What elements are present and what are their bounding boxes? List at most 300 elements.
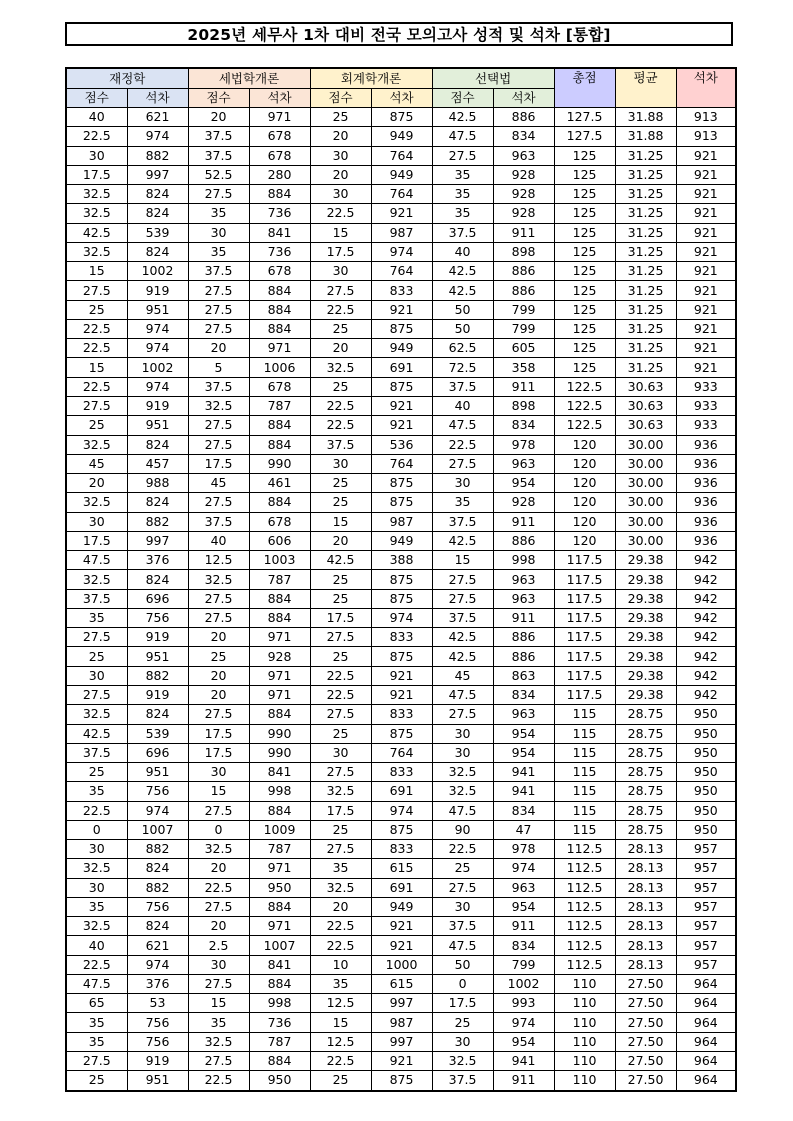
rank-cell: 957 [676, 840, 736, 859]
average-cell: 27.50 [615, 994, 676, 1013]
accounting-rank-cell: 949 [371, 165, 432, 184]
table-row [66, 820, 736, 839]
tax-law-score-cell: 17.5 [188, 743, 249, 762]
elective-rank-cell: 963 [493, 878, 554, 897]
tax-law-rank-cell: 928 [249, 647, 310, 666]
total-cell: 120 [554, 531, 615, 550]
finance-rank-cell: 882 [127, 666, 188, 685]
accounting-rank-cell: 875 [371, 724, 432, 743]
tax-law-rank-cell: 884 [249, 300, 310, 319]
rank-cell: 950 [676, 763, 736, 782]
rank-cell: 964 [676, 1032, 736, 1051]
elective-rank-cell: 941 [493, 1052, 554, 1071]
accounting-score-cell: 25 [310, 108, 371, 127]
finance-score-cell: 32.5 [66, 570, 127, 589]
tax-law-rank-cell: 884 [249, 801, 310, 820]
total-cell: 110 [554, 1013, 615, 1032]
total-cell: 110 [554, 1071, 615, 1091]
tax-law-score-cell: 5 [188, 358, 249, 377]
tax-law-score-cell: 27.5 [188, 589, 249, 608]
rank-cell: 964 [676, 1013, 736, 1032]
finance-rank-cell: 824 [127, 204, 188, 223]
finance-score-cell: 42.5 [66, 223, 127, 242]
group-header-elective: 선택법 [432, 68, 554, 89]
rank-cell: 957 [676, 859, 736, 878]
table-row [66, 570, 736, 589]
tax-law-score-cell: 2.5 [188, 936, 249, 955]
average-cell: 28.75 [615, 743, 676, 762]
average-cell: 30.00 [615, 435, 676, 454]
accounting-score-cell: 15 [310, 512, 371, 531]
finance-rank-cell: 621 [127, 108, 188, 127]
elective-score-cell: 47.5 [432, 127, 493, 146]
elective-rank-cell: 954 [493, 474, 554, 493]
tax-law-rank-cell: 884 [249, 589, 310, 608]
total-cell: 112.5 [554, 955, 615, 974]
accounting-score-cell: 27.5 [310, 628, 371, 647]
rank-cell: 942 [676, 685, 736, 704]
elective-score-cell: 47.5 [432, 416, 493, 435]
elective-score-cell: 35 [432, 204, 493, 223]
finance-score-cell: 30 [66, 666, 127, 685]
average-cell: 29.38 [615, 647, 676, 666]
elective-rank-cell: 928 [493, 165, 554, 184]
finance-score-cell: 32.5 [66, 204, 127, 223]
rank-cell: 964 [676, 1052, 736, 1071]
average-cell: 27.50 [615, 1071, 676, 1091]
rank-cell: 942 [676, 589, 736, 608]
table-row [66, 531, 736, 550]
average-cell: 30.63 [615, 416, 676, 435]
rank-cell: 921 [676, 262, 736, 281]
accounting-score-cell: 42.5 [310, 551, 371, 570]
finance-rank-cell: 824 [127, 185, 188, 204]
elective-rank-cell: 954 [493, 724, 554, 743]
elective-score-cell: 47.5 [432, 685, 493, 704]
elective-rank-cell: 863 [493, 666, 554, 685]
average-cell: 31.88 [615, 108, 676, 127]
finance-rank-cell: 1002 [127, 262, 188, 281]
average-cell: 28.13 [615, 840, 676, 859]
elective-rank-cell: 963 [493, 570, 554, 589]
accounting-score-cell: 17.5 [310, 242, 371, 261]
total-cell: 117.5 [554, 647, 615, 666]
elective-rank-cell: 978 [493, 435, 554, 454]
tax-law-score-cell: 35 [188, 242, 249, 261]
finance-rank-cell: 457 [127, 454, 188, 473]
finance-rank-cell: 756 [127, 1032, 188, 1051]
total-cell: 112.5 [554, 878, 615, 897]
rank-cell: 950 [676, 724, 736, 743]
finance-rank-cell: 951 [127, 763, 188, 782]
elective-score-cell: 32.5 [432, 782, 493, 801]
accounting-rank-cell: 987 [371, 512, 432, 531]
finance-rank-cell: 756 [127, 782, 188, 801]
finance-score-cell: 25 [66, 763, 127, 782]
elective-rank-cell: 954 [493, 897, 554, 916]
total-cell: 122.5 [554, 377, 615, 396]
elective-rank-cell: 993 [493, 994, 554, 1013]
total-cell: 110 [554, 994, 615, 1013]
total-cell: 117.5 [554, 589, 615, 608]
rank-cell: 921 [676, 223, 736, 242]
finance-rank-cell: 974 [127, 955, 188, 974]
tax-law-rank-cell: 971 [249, 859, 310, 878]
accounting-rank-cell: 764 [371, 146, 432, 165]
tax-law-score-cell: 27.5 [188, 435, 249, 454]
rank-cell: 957 [676, 955, 736, 974]
elective-score-cell: 25 [432, 1013, 493, 1032]
table-row [66, 242, 736, 261]
tax-law-score-cell: 0 [188, 820, 249, 839]
accounting-rank-cell: 833 [371, 705, 432, 724]
finance-score-cell: 22.5 [66, 339, 127, 358]
accounting-rank-cell: 875 [371, 108, 432, 127]
tax-law-rank-cell: 884 [249, 416, 310, 435]
accounting-score-cell: 25 [310, 820, 371, 839]
average-cell: 29.38 [615, 666, 676, 685]
total-cell: 110 [554, 1032, 615, 1051]
rank-cell: 942 [676, 570, 736, 589]
total-cell: 117.5 [554, 570, 615, 589]
elective-rank-cell: 911 [493, 512, 554, 531]
accounting-rank-cell: 1000 [371, 955, 432, 974]
rank-cell: 942 [676, 608, 736, 627]
table-row [66, 127, 736, 146]
tax-law-rank-cell: 678 [249, 146, 310, 165]
average-cell: 31.25 [615, 300, 676, 319]
table-row [66, 339, 736, 358]
average-cell: 27.50 [615, 974, 676, 993]
tax-law-score-cell: 32.5 [188, 1032, 249, 1051]
table-row [66, 223, 736, 242]
tax-law-score-cell: 17.5 [188, 454, 249, 473]
elective-rank-cell: 886 [493, 647, 554, 666]
elective-score-cell: 27.5 [432, 705, 493, 724]
elective-rank-cell: 1002 [493, 974, 554, 993]
finance-score-cell: 32.5 [66, 705, 127, 724]
finance-score-cell: 65 [66, 994, 127, 1013]
table-row [66, 300, 736, 319]
accounting-rank-cell: 875 [371, 589, 432, 608]
total-cell: 112.5 [554, 859, 615, 878]
accounting-score-cell: 35 [310, 974, 371, 993]
tax-law-score-cell: 27.5 [188, 416, 249, 435]
accounting-score-cell: 30 [310, 454, 371, 473]
average-cell: 28.13 [615, 878, 676, 897]
total-cell: 127.5 [554, 127, 615, 146]
accounting-rank-cell: 691 [371, 358, 432, 377]
finance-score-cell: 45 [66, 454, 127, 473]
elective-rank-cell: 834 [493, 416, 554, 435]
accounting-rank-cell: 691 [371, 782, 432, 801]
elective-rank-cell: 954 [493, 1032, 554, 1051]
finance-score-cell: 22.5 [66, 127, 127, 146]
average-cell: 31.25 [615, 223, 676, 242]
sub-header-score: 점수 [310, 89, 371, 108]
tax-law-rank-cell: 884 [249, 435, 310, 454]
elective-score-cell: 35 [432, 165, 493, 184]
sub-header-rank: 석차 [249, 89, 310, 108]
total-cell: 110 [554, 974, 615, 993]
tax-law-rank-cell: 884 [249, 281, 310, 300]
table-row [66, 608, 736, 627]
elective-rank-cell: 834 [493, 801, 554, 820]
average-cell: 28.13 [615, 955, 676, 974]
table-row [66, 994, 736, 1013]
average-cell: 31.25 [615, 242, 676, 261]
sub-header-score: 점수 [188, 89, 249, 108]
elective-rank-cell: 799 [493, 319, 554, 338]
rank-cell: 933 [676, 377, 736, 396]
finance-rank-cell: 539 [127, 223, 188, 242]
tax-law-rank-cell: 950 [249, 1071, 310, 1091]
total-cell: 117.5 [554, 628, 615, 647]
average-cell: 30.63 [615, 396, 676, 415]
elective-score-cell: 37.5 [432, 377, 493, 396]
total-cell: 117.5 [554, 551, 615, 570]
group-header-accounting: 회계학개론 [310, 68, 432, 89]
table-row [66, 165, 736, 184]
total-cell: 117.5 [554, 666, 615, 685]
rank-cell: 921 [676, 146, 736, 165]
sub-header-rank: 석차 [493, 89, 554, 108]
finance-score-cell: 35 [66, 608, 127, 627]
elective-score-cell: 27.5 [432, 570, 493, 589]
rank-cell: 933 [676, 396, 736, 415]
accounting-rank-cell: 388 [371, 551, 432, 570]
accounting-score-cell: 22.5 [310, 416, 371, 435]
total-cell: 117.5 [554, 608, 615, 627]
accounting-rank-cell: 921 [371, 936, 432, 955]
elective-score-cell: 27.5 [432, 878, 493, 897]
accounting-rank-cell: 875 [371, 474, 432, 493]
average-cell: 28.75 [615, 820, 676, 839]
rank-cell: 957 [676, 897, 736, 916]
elective-rank-cell: 974 [493, 859, 554, 878]
rank-cell: 913 [676, 108, 736, 127]
elective-score-cell: 47.5 [432, 936, 493, 955]
accounting-rank-cell: 615 [371, 974, 432, 993]
finance-rank-cell: 988 [127, 474, 188, 493]
tax-law-rank-cell: 884 [249, 897, 310, 916]
accounting-rank-cell: 833 [371, 763, 432, 782]
accounting-rank-cell: 615 [371, 859, 432, 878]
total-cell: 115 [554, 763, 615, 782]
rank-cell: 942 [676, 647, 736, 666]
table-row [66, 474, 736, 493]
table-row [66, 782, 736, 801]
table-row [66, 512, 736, 531]
average-cell: 27.50 [615, 1052, 676, 1071]
finance-score-cell: 25 [66, 416, 127, 435]
tax-law-score-cell: 30 [188, 763, 249, 782]
accounting-score-cell: 25 [310, 493, 371, 512]
tax-law-score-cell: 22.5 [188, 878, 249, 897]
score-table-body [66, 108, 736, 1091]
elective-rank-cell: 911 [493, 608, 554, 627]
tax-law-score-cell: 20 [188, 339, 249, 358]
tax-law-score-cell: 37.5 [188, 377, 249, 396]
finance-score-cell: 35 [66, 1013, 127, 1032]
average-cell: 31.25 [615, 339, 676, 358]
tax-law-rank-cell: 787 [249, 396, 310, 415]
rank-cell: 921 [676, 339, 736, 358]
finance-rank-cell: 824 [127, 705, 188, 724]
total-cell: 120 [554, 512, 615, 531]
finance-rank-cell: 824 [127, 917, 188, 936]
finance-score-cell: 20 [66, 474, 127, 493]
tax-law-score-cell: 15 [188, 994, 249, 1013]
elective-score-cell: 27.5 [432, 589, 493, 608]
accounting-rank-cell: 949 [371, 531, 432, 550]
elective-score-cell: 37.5 [432, 1071, 493, 1091]
table-row [66, 859, 736, 878]
accounting-rank-cell: 987 [371, 1013, 432, 1032]
finance-score-cell: 40 [66, 936, 127, 955]
average-cell: 30.00 [615, 512, 676, 531]
rank-cell: 964 [676, 974, 736, 993]
finance-score-cell: 32.5 [66, 435, 127, 454]
average-cell: 30.63 [615, 377, 676, 396]
finance-score-cell: 47.5 [66, 551, 127, 570]
accounting-score-cell: 32.5 [310, 358, 371, 377]
table-row [66, 1013, 736, 1032]
finance-score-cell: 32.5 [66, 493, 127, 512]
tax-law-score-cell: 27.5 [188, 897, 249, 916]
tax-law-score-cell: 35 [188, 204, 249, 223]
elective-rank-cell: 898 [493, 396, 554, 415]
finance-score-cell: 25 [66, 300, 127, 319]
group-header-finance: 재정학 [66, 68, 188, 89]
tax-law-rank-cell: 678 [249, 377, 310, 396]
tax-law-rank-cell: 606 [249, 531, 310, 550]
tax-law-rank-cell: 787 [249, 840, 310, 859]
rank-cell: 957 [676, 936, 736, 955]
total-cell: 125 [554, 339, 615, 358]
finance-score-cell: 0 [66, 820, 127, 839]
tax-law-score-cell: 27.5 [188, 705, 249, 724]
tax-law-score-cell: 37.5 [188, 127, 249, 146]
finance-score-cell: 15 [66, 262, 127, 281]
accounting-rank-cell: 949 [371, 897, 432, 916]
accounting-rank-cell: 875 [371, 377, 432, 396]
table-row [66, 358, 736, 377]
total-cell: 117.5 [554, 685, 615, 704]
tax-law-score-cell: 20 [188, 859, 249, 878]
tax-law-score-cell: 20 [188, 108, 249, 127]
average-cell: 28.75 [615, 763, 676, 782]
accounting-rank-cell: 921 [371, 1052, 432, 1071]
accounting-score-cell: 30 [310, 262, 371, 281]
finance-score-cell: 32.5 [66, 242, 127, 261]
tax-law-rank-cell: 990 [249, 743, 310, 762]
table-row [66, 551, 736, 570]
accounting-rank-cell: 764 [371, 454, 432, 473]
elective-rank-cell: 954 [493, 743, 554, 762]
sub-header-score: 점수 [432, 89, 493, 108]
elective-rank-cell: 799 [493, 300, 554, 319]
accounting-score-cell: 20 [310, 531, 371, 550]
tax-law-rank-cell: 1007 [249, 936, 310, 955]
total-cell: 122.5 [554, 416, 615, 435]
accounting-score-cell: 22.5 [310, 396, 371, 415]
finance-rank-cell: 951 [127, 1071, 188, 1091]
rank-cell: 942 [676, 628, 736, 647]
accounting-rank-cell: 875 [371, 493, 432, 512]
accounting-rank-cell: 875 [371, 820, 432, 839]
tax-law-rank-cell: 971 [249, 108, 310, 127]
average-cell: 31.88 [615, 127, 676, 146]
elective-rank-cell: 941 [493, 782, 554, 801]
elective-score-cell: 37.5 [432, 608, 493, 627]
elective-rank-cell: 358 [493, 358, 554, 377]
total-cell: 112.5 [554, 897, 615, 916]
accounting-score-cell: 27.5 [310, 763, 371, 782]
average-cell: 28.13 [615, 859, 676, 878]
tax-law-score-cell: 30 [188, 955, 249, 974]
finance-score-cell: 25 [66, 647, 127, 666]
rank-cell: 964 [676, 1071, 736, 1091]
total-cell: 125 [554, 319, 615, 338]
elective-score-cell: 37.5 [432, 223, 493, 242]
table-row [66, 666, 736, 685]
rank-cell: 936 [676, 531, 736, 550]
rank-cell: 950 [676, 705, 736, 724]
tax-law-score-cell: 30 [188, 223, 249, 242]
total-cell: 115 [554, 820, 615, 839]
average-cell: 29.38 [615, 570, 676, 589]
tax-law-rank-cell: 990 [249, 724, 310, 743]
table-row [66, 763, 736, 782]
finance-score-cell: 27.5 [66, 396, 127, 415]
accounting-score-cell: 30 [310, 146, 371, 165]
table-row [66, 146, 736, 165]
tax-law-score-cell: 40 [188, 531, 249, 550]
total-cell: 120 [554, 493, 615, 512]
average-cell: 30.00 [615, 454, 676, 473]
average-cell: 31.25 [615, 262, 676, 281]
accounting-score-cell: 37.5 [310, 435, 371, 454]
elective-score-cell: 30 [432, 1032, 493, 1051]
total-cell: 120 [554, 454, 615, 473]
finance-rank-cell: 376 [127, 551, 188, 570]
elective-score-cell: 40 [432, 242, 493, 261]
tax-law-rank-cell: 971 [249, 666, 310, 685]
elective-score-cell: 32.5 [432, 763, 493, 782]
total-cell: 115 [554, 705, 615, 724]
finance-score-cell: 30 [66, 146, 127, 165]
elective-score-cell: 40 [432, 396, 493, 415]
accounting-score-cell: 22.5 [310, 300, 371, 319]
elective-score-cell: 17.5 [432, 994, 493, 1013]
tax-law-score-cell: 27.5 [188, 185, 249, 204]
elective-rank-cell: 605 [493, 339, 554, 358]
elective-rank-cell: 834 [493, 127, 554, 146]
finance-rank-cell: 919 [127, 685, 188, 704]
finance-rank-cell: 824 [127, 242, 188, 261]
total-cell: 125 [554, 223, 615, 242]
elective-score-cell: 27.5 [432, 454, 493, 473]
accounting-score-cell: 22.5 [310, 936, 371, 955]
tax-law-score-cell: 37.5 [188, 512, 249, 531]
average-cell: 30.00 [615, 474, 676, 493]
accounting-score-cell: 20 [310, 127, 371, 146]
elective-rank-cell: 47 [493, 820, 554, 839]
elective-score-cell: 30 [432, 724, 493, 743]
finance-score-cell: 32.5 [66, 917, 127, 936]
tax-law-rank-cell: 884 [249, 705, 310, 724]
